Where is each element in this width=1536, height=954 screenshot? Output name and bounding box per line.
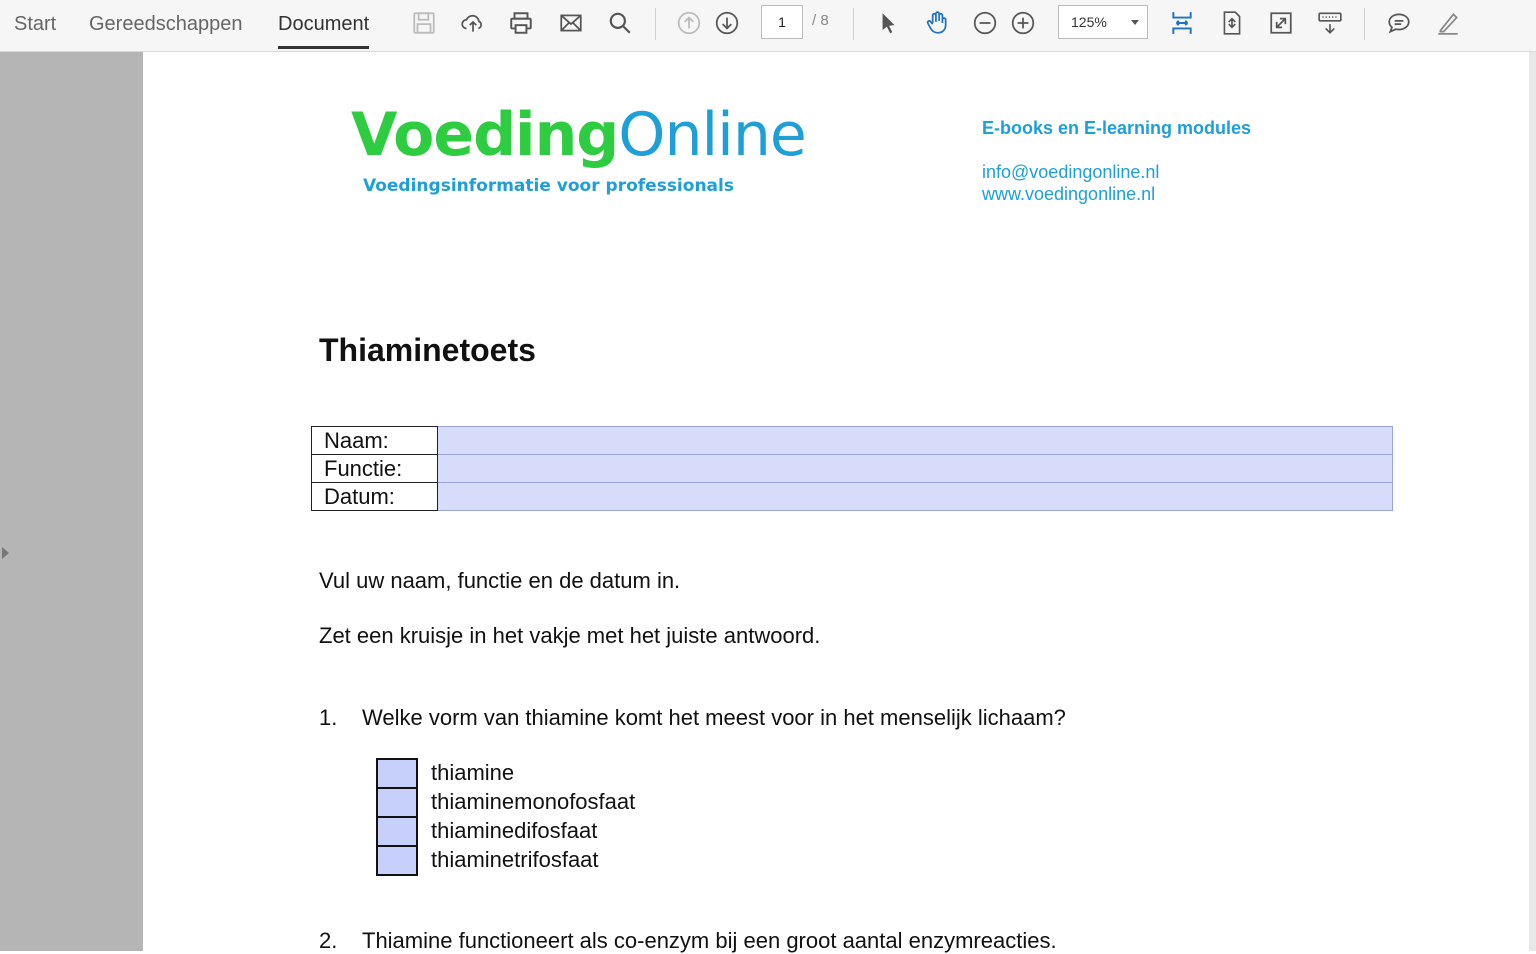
answer-checkbox[interactable] <box>376 816 418 847</box>
logo-part-voeding: Voeding <box>351 100 619 170</box>
chevron-down-icon <box>1131 20 1139 25</box>
personal-info-form <box>311 426 1393 511</box>
question-number: 2. <box>319 928 338 953</box>
tab-start[interactable]: Start <box>14 13 57 35</box>
answer-label: thiaminedifosfaat <box>431 818 598 843</box>
zoom-select[interactable] <box>1058 5 1148 39</box>
page-number-input[interactable]: 1 <box>761 5 803 39</box>
toolbar-divider <box>853 8 854 40</box>
upload-icon[interactable] <box>456 6 490 40</box>
toolbar <box>0 0 1536 52</box>
answer-label: thiaminemonofosfaat <box>431 789 636 814</box>
zoom-in-icon[interactable] <box>1006 6 1040 40</box>
answer-checkbox[interactable] <box>376 845 418 876</box>
sign-icon[interactable] <box>1431 6 1465 40</box>
naam-field[interactable] <box>438 427 1393 455</box>
functie-field[interactable] <box>438 455 1393 483</box>
vertical-scrollbar[interactable] <box>1529 52 1536 951</box>
tab-document[interactable]: Document <box>278 0 369 49</box>
expand-sidebar-icon[interactable] <box>2 547 9 559</box>
scroll-mode-icon[interactable] <box>1165 6 1199 40</box>
answer-checkbox[interactable] <box>376 758 418 789</box>
document-page <box>143 52 1529 951</box>
contact-heading: E-books en E-learning modules <box>982 118 1252 138</box>
zoom-out-icon[interactable] <box>968 6 1002 40</box>
form-label-functie: Functie: <box>312 455 438 483</box>
read-mode-icon[interactable] <box>1313 6 1347 40</box>
contact-website[interactable]: www.voedingonline.nl <box>982 184 1156 204</box>
answer-label: thiaminetrifosfaat <box>431 847 599 872</box>
form-label-naam: Naam: <box>312 427 438 455</box>
save-icon[interactable] <box>407 6 441 40</box>
zoom-value: 125% <box>1071 14 1107 30</box>
toolbar-divider <box>1364 8 1365 40</box>
fit-page-icon[interactable] <box>1215 6 1249 40</box>
question-number: 1. <box>319 705 338 730</box>
logo-part-online: Online <box>618 100 806 170</box>
search-icon[interactable] <box>603 6 637 40</box>
select-cursor-icon[interactable] <box>871 6 905 40</box>
tab-tools[interactable]: Gereedschappen <box>89 13 243 35</box>
mail-icon[interactable] <box>554 6 588 40</box>
comment-icon[interactable] <box>1382 6 1416 40</box>
page-down-icon[interactable] <box>710 6 744 40</box>
print-icon[interactable] <box>504 6 538 40</box>
question-text: Welke vorm van thiamine komt het meest voor in het menselijk lichaam? <box>362 705 1066 730</box>
page-total: / 8 <box>812 12 829 29</box>
form-label-datum: Datum: <box>312 483 438 511</box>
instruction-text: Zet een kruisje in het vakje met het juiste antwoord. <box>319 623 821 648</box>
logo-tagline: Voedingsinformatie voor professionals <box>363 176 734 196</box>
page-title: Thiaminetoets <box>319 332 536 368</box>
answer-label: thiamine <box>431 760 515 785</box>
question-text: Thiamine functioneert als co-enzym bij een groot aantal enzymreacties. <box>362 928 1057 953</box>
datum-field[interactable] <box>438 483 1393 511</box>
toolbar-divider <box>655 8 656 40</box>
contact-block <box>982 118 1251 205</box>
page-up-icon[interactable] <box>672 6 706 40</box>
logo <box>351 100 806 170</box>
instruction-text: Vul uw naam, functie en de datum in. <box>319 568 681 593</box>
answer-checkbox[interactable] <box>376 787 418 818</box>
left-sidebar <box>0 52 143 951</box>
fullscreen-icon[interactable] <box>1264 6 1298 40</box>
contact-email[interactable]: info@voedingonline.nl <box>982 162 1160 182</box>
hand-tool-icon[interactable] <box>920 6 954 40</box>
